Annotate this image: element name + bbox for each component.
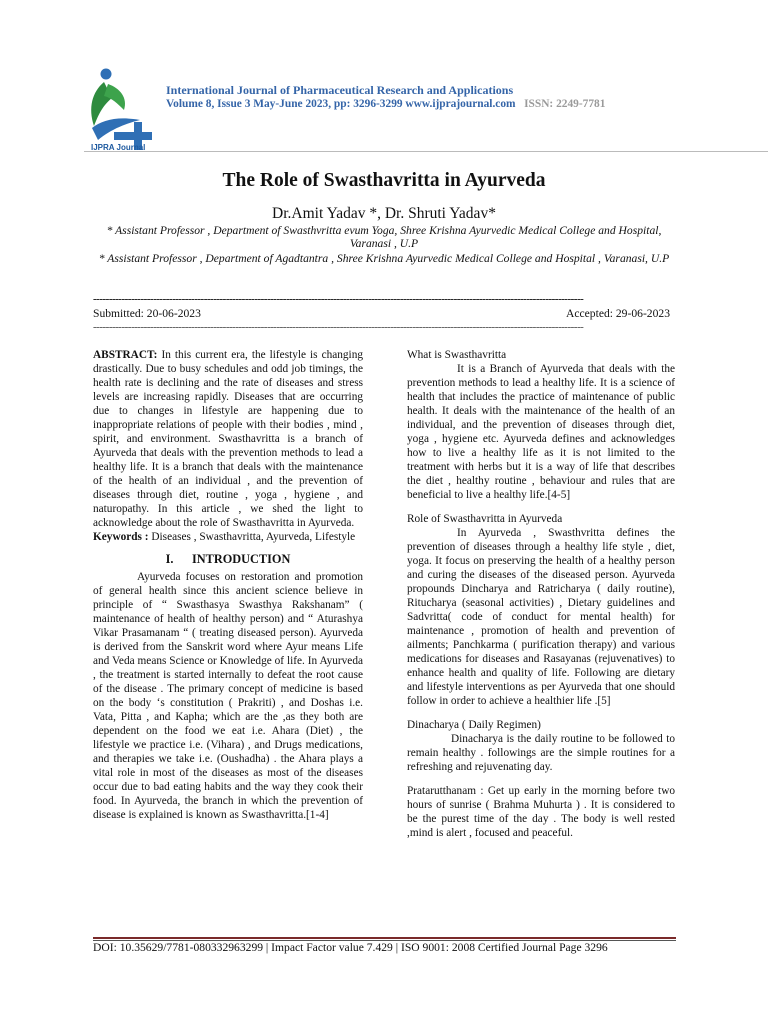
accepted-date: Accepted: 29-06-2023 [566, 307, 670, 320]
journal-logo-icon [84, 68, 154, 152]
what-heading: What is Swasthavritta [407, 349, 507, 361]
issn: ISSN: 2249-7781 [524, 98, 606, 110]
keywords [93, 530, 363, 544]
affiliation-1: * Assistant Professor , Department of Swasthvritta evum Yoga, Shree Krishna Ayurvedic Medical College and Hospital, Varanasi , U.P [106, 224, 662, 251]
submitted-date: Submitted: 20-06-2023 [93, 307, 201, 320]
footer-text: DOI: 10.35629/7781-080332963299 | Impact Factor value 7.429 | ISO 9001: 2008 Certified Journal Page 3296 [93, 941, 608, 954]
dinacharya-text: Dinacharya is the daily routine to be followed to remain healthy . followings are the simple routines for a refreshing and rejuvenating day. [407, 733, 675, 773]
journal-name: International Journal of Pharmaceutical Research and Applications [166, 83, 514, 97]
affiliation-2: * Assistant Professor , Department of Agadtantra , Shree Krishna Ayurvedic Medical College and Hospital , Varanasi, U.P [98, 252, 670, 265]
role-text: In Ayurveda , Swasthvritta defines the prevention of diseases through a healthy life style , diet, yoga. It focus on preserving the health of a healthy person and curing the diseases of the diseased person. Ayurveda propounds Dincharya and Ratricharya ( daily routine), Ritucharya (seasonal activities) , Dietary guidelines and Sadvritta( code of conduct for mental health) for maintenance , promotion of health and prevention of ailments; Panchkarma ( purification therapy) and various medications for diseases and Rasayanas (rejuvenatives) to enhance health and quality of life. Following are dietary and lifestyle interventions as per Ayurveda that one should follow in order to achieve a healthier life .[5] [407, 527, 675, 707]
keywords-label: Keywords : [93, 531, 149, 543]
left-column [93, 348, 363, 822]
separator-bottom: ----------------------------------------------------------------------------------------------------------------------------------------------------------- [93, 321, 584, 333]
header-rule [84, 151, 768, 152]
logo-text: IJPRA Journal [91, 143, 146, 152]
pratarutthanam-text: Pratarutthanam : Get up early in the morning before two hours of sunrise ( Brahma Muhurta ) . It is considered to be the purest time of the day . The body is well rested ,mind is alert , focused and peaceful. [407, 785, 675, 839]
paper-title: The Role of Swasthavritta in Ayurveda [222, 170, 546, 191]
abstract [93, 348, 363, 530]
issue-line [166, 98, 605, 110]
abstract-label: ABSTRACT: [93, 349, 158, 361]
keywords-text: Diseases , Swasthavritta, Ayurveda, Lifestyle [148, 531, 356, 543]
separator-top: ----------------------------------------------------------------------------------------------------------------------------------------------------------- [93, 293, 584, 305]
dinacharya-heading: Dinacharya ( Daily Regimen) [407, 719, 541, 731]
paper-authors: Dr.Amit Yadav *, Dr. Shruti Yadav* [272, 205, 496, 222]
footer-rule [93, 937, 676, 939]
issue-text: Volume 8, Issue 3 May-June 2023, pp: 3296-3299 www.ijprajournal.com [166, 98, 516, 110]
introduction-text: Ayurveda focuses on restoration and promotion of general health since this ancient science believe in principle of “ Swasthasya Swasthya Rakshanam” ( maintenance of health of healthy person) and “ Aturashya Vikar Prasamanam “ ( treating diseased person). Ayurveda is derived from the Sanskrit word where Ayur means Life and Veda means Science or Knowledge of life. In Ayurveda , the treatment is started internally to defeat the root cause of the disease . The primary concept of medicine is based on the body ‘s constitution ( Prakriti) , and Doshas i.e. Vata, Pitta , and Kapha; which are the ,as they both are dependent on the food we eat i.e. Ahara (Diet) , the lifestyle we practice i.e. (Vihara) , and Drugs medications, and therapies we take i.e. (Oushadha) . the Ahara plays a vital role in most of the diseases as most of the diseases occur due to bad eating habits and the way they cook their food. In Ayurveda, the branch in which the prevention of disease is explained is known as Swasthavritta.[1-4] [93, 571, 363, 821]
introduction-heading: I. INTRODUCTION [165, 552, 291, 566]
right-column [407, 348, 675, 840]
role-heading: Role of Swasthavritta in Ayurveda [407, 513, 563, 525]
abstract-text: In this current era, the lifestyle is changing drastically. Due to busy schedules and odd job timings, the health rate is declining and the rate of diseases and stress levels are increasing rapidly. Diseases that are occurring due to changes in lifestyle are happening due to inappropriate relations of people with their bodies , mind , spirit, and environment. Swasthavritta is a branch of Ayurveda that deals with the prevention methods to lead a healthy life. It is a branch that deals with the maintenance of the health of an individual , and the prevention of diseases through diet, routine , yoga , hygiene , and naturopathy. In this article , we shed the light to acknowledge about the role of Swasthavritta in Ayurveda. [93, 349, 363, 529]
what-text: It is a Branch of Ayurveda that deals with the prevention methods to lead a healthy life. It is a science of health that includes the practice of maintenance of public health. It deals with the maintenance of the health of an individual, and the prevention of diseases through diet, yoga , hygiene etc. Ayurveda defines and acknowledges how to live a healthy life as it is not limited to the treatment with herbs but it is a way of life that describes the diet , healthy routine , behaviour and rules that are beneficial to live a healthy life.[4-5] [407, 363, 675, 501]
